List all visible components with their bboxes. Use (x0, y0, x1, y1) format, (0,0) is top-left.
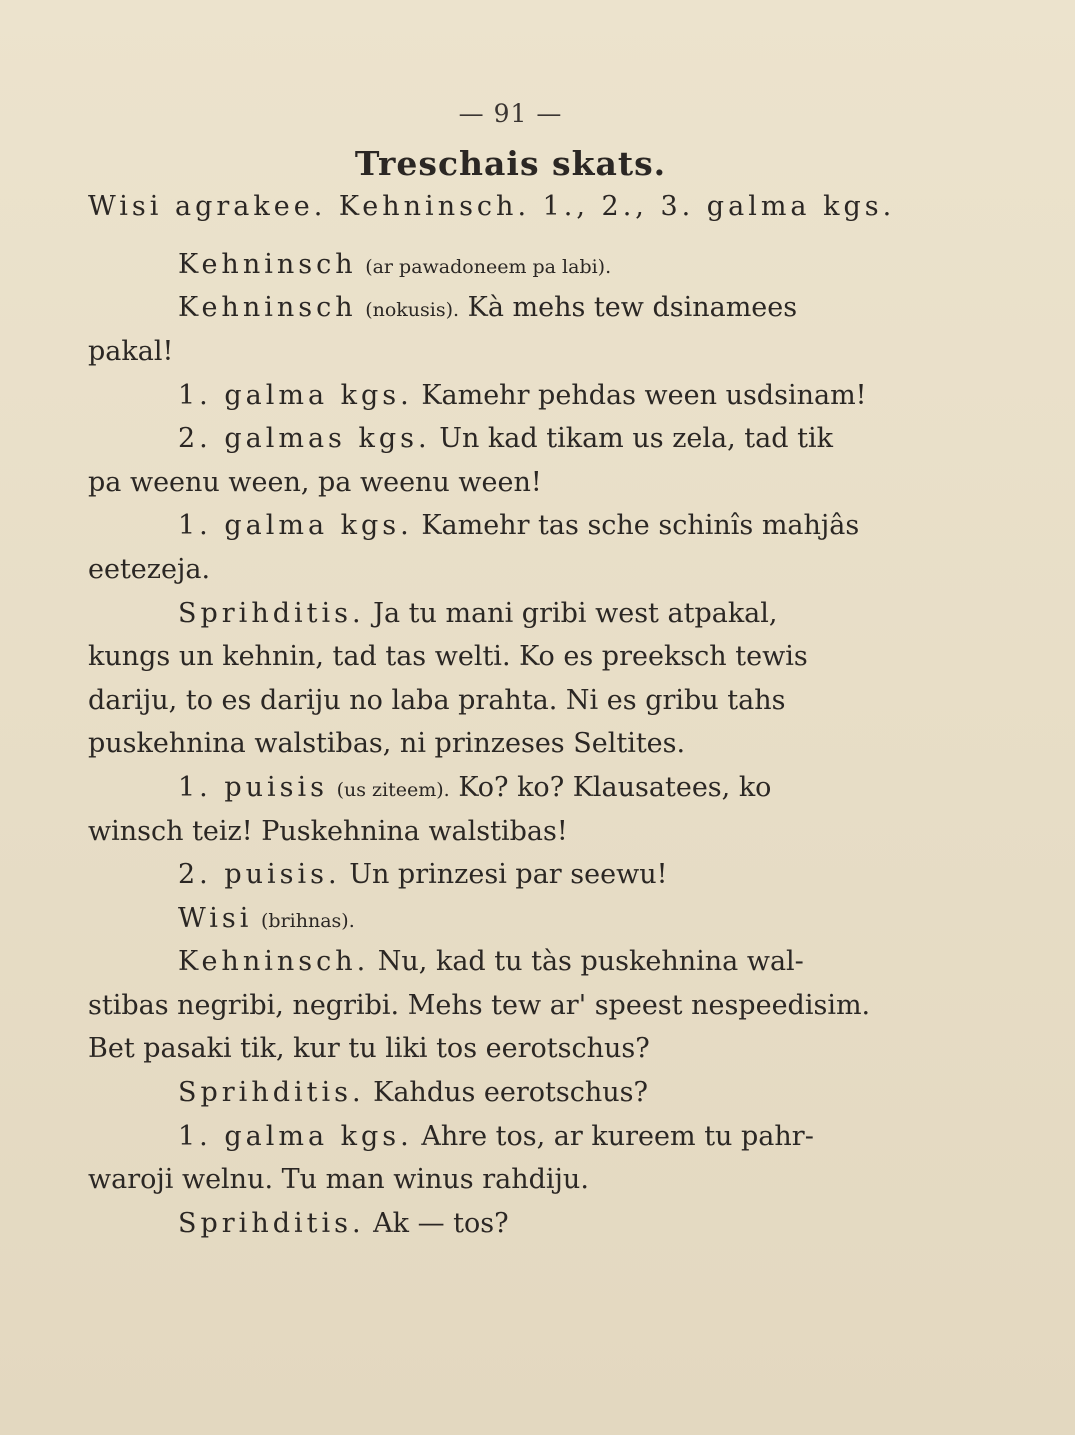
text-line: pa weenu ween, pa weenu ween! (88, 466, 542, 498)
text-line (88, 897, 933, 941)
text-line: winsch teiz! Puskehnina walstibas! (88, 815, 568, 847)
speaker: Sprihditis. (178, 1207, 365, 1239)
speech: Ko? ko? Klausatees, ko (458, 771, 772, 803)
text-line (88, 853, 933, 897)
scene-heading: Treschais skats. (354, 143, 667, 183)
speech: Kà mehs tew dsinamees (467, 292, 798, 324)
text-line (88, 940, 933, 984)
text-line (88, 592, 933, 636)
speech: Ahre tos, ar kureem tu pahr- (421, 1120, 814, 1152)
speaker: 1. galma kgs. (178, 379, 413, 411)
text-line: waroji welnu. Tu man winus rahdiju. (88, 1164, 589, 1196)
page-number: — 91 — (458, 99, 563, 128)
text-line (88, 417, 933, 461)
text-line (88, 374, 933, 418)
text-line: pakal! (88, 335, 174, 367)
speaker: 1. puisis (178, 771, 328, 803)
text-line (88, 766, 933, 810)
stage-direction: (brihnas). (261, 909, 355, 932)
speaker: 2. puisis. (178, 859, 341, 891)
speech: Kahdus eerotschus? (373, 1077, 648, 1109)
text-line (88, 1115, 933, 1159)
text-line (88, 504, 933, 548)
stage-direction: (ar pawadoneem pa labi). (365, 255, 612, 278)
text-line (88, 286, 933, 330)
speaker: 1. galma kgs. (178, 510, 413, 542)
text-line: eetezeja. (88, 553, 211, 585)
text-line: puskehnina walstibas, ni prinzeses Seltites. (88, 728, 686, 760)
speech: Ja tu mani gribi west atpakal, (373, 597, 778, 629)
speech: Kamehr tas sche schinîs mahjâs (421, 510, 860, 542)
text-line (88, 1071, 933, 1115)
speaker: 2. galmas kgs. (178, 423, 431, 455)
text-line: dariju, to es dariju no laba prahta. Ni es gribu tahs (88, 684, 786, 716)
speech: Ak — tos? (373, 1207, 509, 1239)
page-text (88, 92, 933, 1245)
stage-direction: (nokusis). (365, 299, 460, 322)
speaker: Sprihditis. (178, 597, 365, 629)
speech: Nu, kad tu tàs puskehnina wal- (377, 946, 804, 978)
text-line: kungs un kehnin, tad tas welti. Ko es preeksch tewis (88, 641, 808, 673)
speaker: Sprihditis. (178, 1077, 365, 1109)
text-line (88, 243, 933, 287)
text-line: Wisi agrakee. Kehninsch. 1., 2., 3. galma kgs. (88, 191, 896, 223)
speaker: Kehninsch (178, 248, 357, 280)
speaker: Wisi (178, 902, 253, 934)
speech: Kamehr pehdas ween usdsinam! (421, 379, 867, 411)
text-line: stibas negribi, negribi. Mehs tew ar' speest nespeedisim. (88, 989, 871, 1021)
speaker: Kehninsch (178, 292, 357, 324)
text-line: Bet pasaki tik, kur tu liki tos eerotschus? (88, 1033, 650, 1065)
speech: Un kad tikam us zela, tad tik (439, 423, 833, 455)
speaker: 1. galma kgs. (178, 1120, 413, 1152)
text-line (88, 1202, 933, 1246)
speech: Un prinzesi par seewu! (349, 859, 668, 891)
speaker: Kehninsch. (178, 946, 370, 978)
stage-direction: (us ziteem). (336, 778, 450, 801)
